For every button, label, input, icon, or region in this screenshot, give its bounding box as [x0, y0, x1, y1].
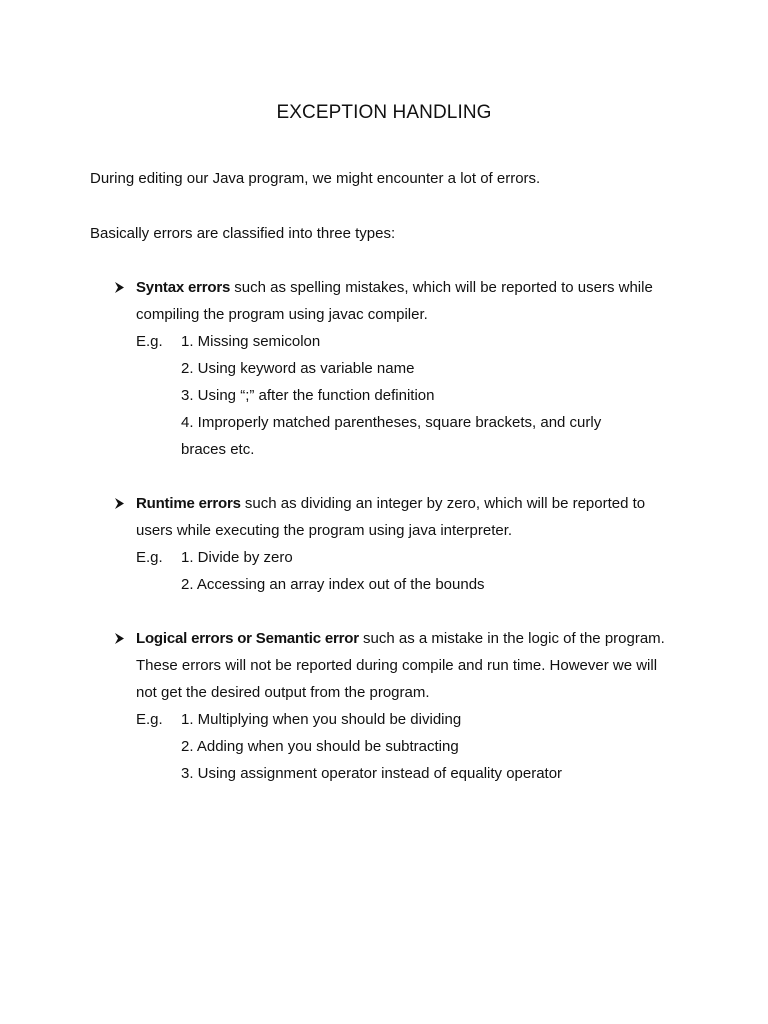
- example-item: braces etc.: [181, 441, 255, 458]
- section-desc: These errors will not be reported during compile and run time. However we will: [136, 657, 658, 674]
- section-term: Syntax errors: [136, 279, 231, 296]
- example-line: [112, 355, 672, 382]
- example-line: [112, 544, 672, 571]
- example-line: [112, 571, 672, 598]
- example-line: [112, 733, 672, 760]
- arrow-bullet-icon: [112, 625, 128, 652]
- section-line: [112, 652, 672, 679]
- example-item: 3. Using assignment operator instead of equality operator: [181, 765, 563, 782]
- example-line: [112, 382, 672, 409]
- eg-label: E.g.: [136, 711, 163, 728]
- section-desc: not get the desired output from the program.: [136, 684, 430, 701]
- eg-label: E.g.: [136, 549, 163, 566]
- section-line: [112, 625, 672, 652]
- section-lead-line: [136, 625, 665, 652]
- classification-paragraph: Basically errors are classified into three types:: [90, 225, 396, 242]
- arrow-bullet-icon: [112, 274, 128, 301]
- section-desc: compiling the program using javac compiler.: [136, 306, 428, 323]
- example-item: 2. Adding when you should be subtracting: [181, 738, 459, 755]
- example-item: 1. Divide by zero: [181, 549, 293, 566]
- section-line: [112, 490, 672, 517]
- section-logical-errors: [112, 625, 672, 787]
- eg-label: E.g.: [136, 333, 163, 350]
- section-lead-line: [136, 490, 645, 517]
- section-desc: such as dividing an integer by zero, which will be reported to: [240, 495, 646, 512]
- section-line: [112, 679, 672, 706]
- example-item: 2. Using keyword as variable name: [181, 360, 415, 377]
- section-line: [112, 301, 672, 328]
- section-runtime-errors: [112, 490, 672, 598]
- example-item: 2. Accessing an array index out of the bounds: [181, 576, 485, 593]
- example-item: 3. Using “;” after the function definition: [181, 387, 435, 404]
- section-desc: users while executing the program using java interpreter.: [136, 522, 513, 539]
- document-title: EXCEPTION HANDLING: [276, 102, 492, 123]
- example-line: [112, 760, 672, 787]
- example-item: 1. Missing semicolon: [181, 333, 321, 350]
- example-line: [112, 706, 672, 733]
- section-line: [112, 274, 672, 301]
- example-item: 4. Improperly matched parentheses, square brackets, and curly: [181, 414, 602, 431]
- arrow-bullet-icon: [112, 490, 128, 517]
- section-syntax-errors: [112, 274, 672, 463]
- example-line: [112, 409, 672, 436]
- section-term: Runtime errors: [136, 495, 241, 512]
- example-item: 1. Multiplying when you should be dividing: [181, 711, 462, 728]
- section-lead-line: [136, 274, 653, 301]
- section-desc: such as spelling mistakes, which will be reported to users while: [230, 279, 653, 296]
- intro-paragraph: During editing our Java program, we might encounter a lot of errors.: [90, 170, 541, 187]
- section-desc: such as a mistake in the logic of the program.: [358, 630, 665, 647]
- section-line: [112, 517, 672, 544]
- section-term: Logical errors or Semantic error: [136, 630, 359, 647]
- example-line: [112, 328, 672, 355]
- example-line: [112, 436, 672, 463]
